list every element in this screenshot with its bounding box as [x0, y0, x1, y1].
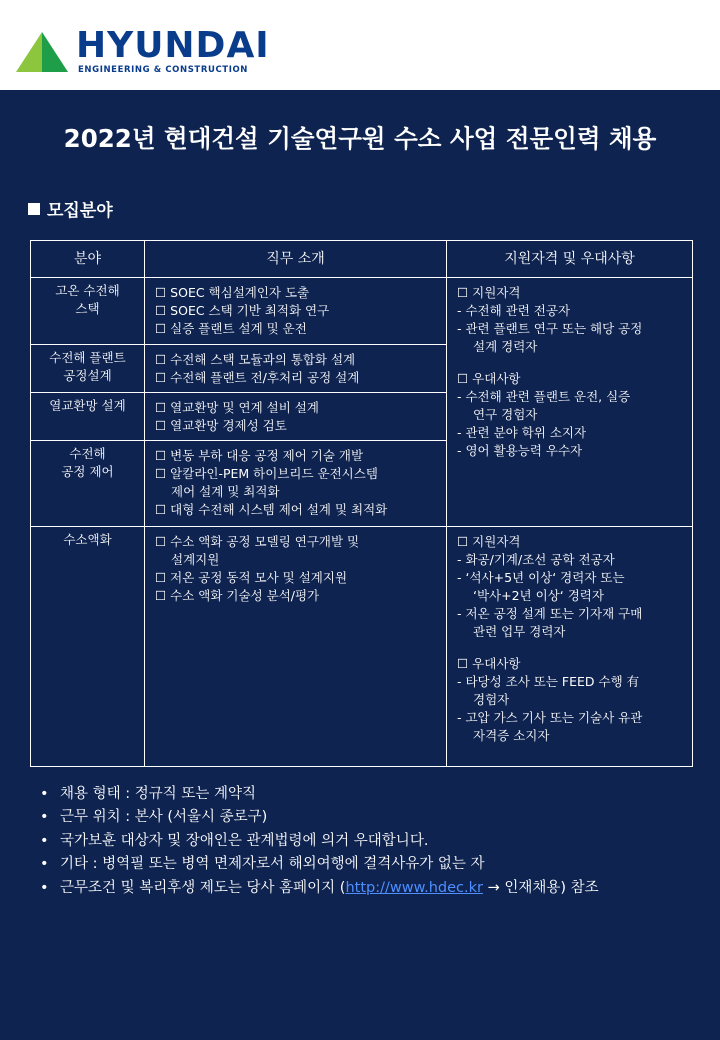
logo-triangle-icon	[16, 32, 68, 72]
table-row	[31, 278, 693, 345]
qualification-cell: ☐ 지원자격 - 화공/기계/조선 공학 전공자 - ‘석사+5년 이상‘ 경력자 또는 ‘박사+2년 이상‘ 경력자 - 저온 공정 설계 또는 기자재 구매 관련 업무 경력자 ☐ 우대사항 - 타당성 조사 또는 FEED 수행 有 경험자 - 고압 가스 기사 또는 기술사 유관 자격증 소지자	[447, 527, 693, 767]
header-duty: 직무 소개	[145, 241, 447, 278]
recruit-table	[30, 240, 693, 767]
qualification-cell: ☐ 지원자격 - 수전해 관련 전공자 - 관련 플랜트 연구 또는 해당 공정 설계 경력자 ☐ 우대사항 - 수전해 관련 플랜트 운전, 실증 연구 경험자 - 관련 분야 학위 소지자 - 영어 활용능력 우수자	[447, 278, 693, 527]
logo-name: HYUNDAI	[76, 25, 270, 66]
notes-list	[40, 783, 599, 900]
list-item: • 국가보훈 대상자 및 장애인은 관계법령에 의거 우대합니다.	[40, 830, 599, 853]
field-cell: 수소액화	[31, 527, 145, 767]
field-cell: 고온 수전해 스택	[31, 278, 145, 345]
section-heading	[28, 196, 113, 221]
company-logo	[16, 25, 270, 76]
duty-cell: ☐ 열교환망 및 연계 설비 설계 ☐ 열교환망 경제성 검토	[145, 393, 447, 441]
table-header-row	[31, 241, 693, 278]
list-item: • 근무 위치 : 본사 (서울시 종로구)	[40, 806, 599, 829]
note-text: → 인재채용) 참조	[482, 879, 599, 896]
table-row	[31, 527, 693, 767]
header-bar	[0, 0, 720, 90]
duty-cell: ☐ SOEC 핵심설계인자 도출 ☐ SOEC 스택 기반 최적화 연구 ☐ 실증 플랜트 설계 및 운전	[145, 278, 447, 345]
square-bullet-icon	[28, 203, 40, 215]
note-text: 근무조건 및 복리후생 제도는 당사 홈페이지 (	[60, 879, 346, 896]
duty-cell: ☐ 변동 부하 대응 공정 제어 기술 개발 ☐ 알칼라인-PEM 하이브리드 운전시스템 제어 설계 및 최적화 ☐ 대형 수전해 시스템 제어 설계 및 최적화	[145, 441, 447, 527]
list-item	[40, 877, 599, 900]
duty-cell: ☐ 수소 액화 공정 모델링 연구개발 및 설계지원 ☐ 저온 공정 동적 모사 및 설계지원 ☐ 수소 액화 기술성 분석/평가	[145, 527, 447, 767]
field-cell: 수전해 공정 제어	[31, 441, 145, 527]
homepage-link[interactable]: http://www.hdec.kr	[345, 879, 483, 896]
section-heading-label: 모집분야	[47, 201, 113, 221]
field-cell: 수전해 플랜트 공정설계	[31, 345, 145, 393]
list-item: • 채용 형태 : 정규직 또는 계약직	[40, 783, 599, 806]
header-field: 분야	[31, 241, 145, 278]
logo-subtitle: ENGINEERING & CONSTRUCTION	[78, 65, 248, 75]
page-title: 2022년 현대건설 기술연구원 수소 사업 전문인력 채용	[63, 124, 657, 153]
list-item: • 기타 : 병역필 또는 병역 면제자로서 해외여행에 결격사유가 없는 자	[40, 853, 599, 876]
field-cell: 열교환망 설계	[31, 393, 145, 441]
header-qualification: 지원자격 및 우대사항	[447, 241, 693, 278]
duty-cell: ☐ 수전해 스택 모듈과의 통합화 설계 ☐ 수전해 플랜트 전/후처리 공정 설계	[145, 345, 447, 393]
